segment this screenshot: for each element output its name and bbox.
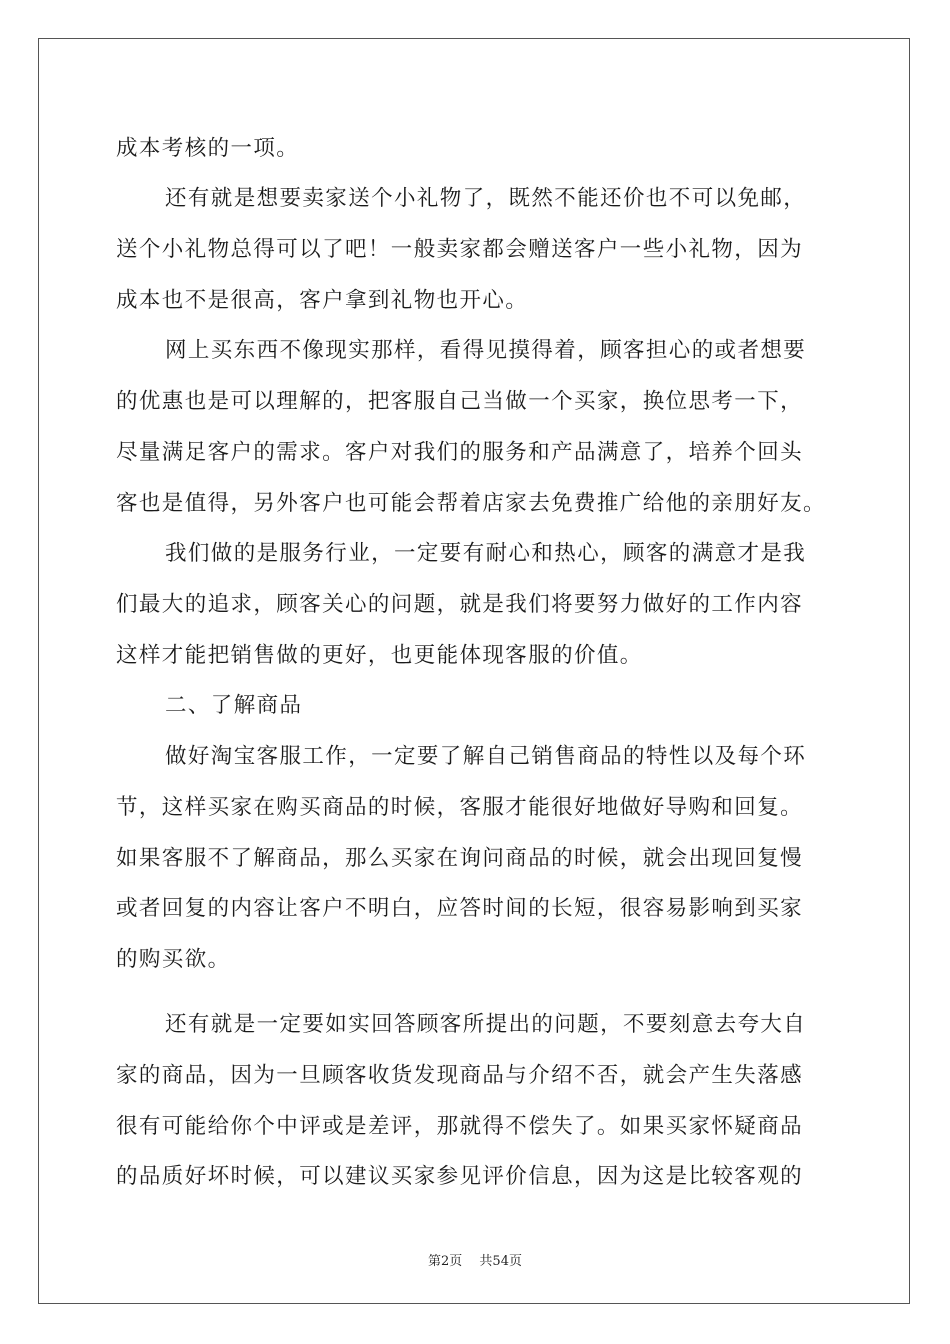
text-line: 节，这样买家在购买商品的时候，客服才能很好地做好导购和回复。 (116, 795, 804, 820)
section-heading: 二、了解商品 (165, 693, 303, 718)
text-line: 尽量满足客户的需求。客户对我们的服务和产品满意了，培养个回头 (116, 440, 804, 465)
text-line: 还有就是想要卖家送个小礼物了，既然不能还价也不可以免邮， (165, 186, 807, 211)
text-line: 送个小礼物总得可以了吧！一般卖家都会赠送客户一些小礼物，因为 (116, 237, 804, 262)
page-number: 第2页 共54页 (428, 1254, 522, 1269)
text-line: 还有就是一定要如实回答顾客所提出的问题，不要刻意去夸大自 (165, 1012, 807, 1037)
text-line: 的优惠也是可以理解的，把客服自己当做一个买家，换位思考一下， (116, 389, 804, 414)
text-line: 客也是值得，另外客户也可能会帮着店家去免费推广给他的亲朋好友。 (116, 491, 826, 516)
text-line: 做好淘宝客服工作，一定要了解自己销售商品的特性以及每个环 (165, 744, 807, 769)
text-line: 我们做的是服务行业，一定要有耐心和热心，顾客的满意才是我 (165, 541, 807, 566)
text-line: 们最大的追求，顾客关心的问题，就是我们将要努力做好的工作内容 (116, 592, 804, 617)
text-line: 网上买东西不像现实那样，看得见摸得着，顾客担心的或者想要 (165, 338, 807, 363)
text-line: 家的商品，因为一旦顾客收货发现商品与介绍不否，就会产生失落感 (116, 1063, 804, 1088)
text-line: 成本考核的一项。 (116, 136, 300, 161)
text-line: 很有可能给你个中评或是差评，那就得不偿失了。如果买家怀疑商品 (116, 1114, 804, 1139)
text-line: 的购买欲。 (116, 947, 231, 972)
text-line: 这样才能把销售做的更好，也更能体现客服的价值。 (116, 643, 643, 668)
text-line: 成本也不是很高，客户拿到礼物也开心。 (116, 288, 529, 313)
text-line: 的品质好坏时候，可以建议买家参见评价信息，因为这是比较客观的 (116, 1164, 804, 1189)
text-line: 如果客服不了解商品，那么买家在询问商品的时候，就会出现回复慢 (116, 846, 804, 871)
text-line: 或者回复的内容让客户不明白，应答时间的长短，很容易影响到买家 (116, 896, 804, 921)
